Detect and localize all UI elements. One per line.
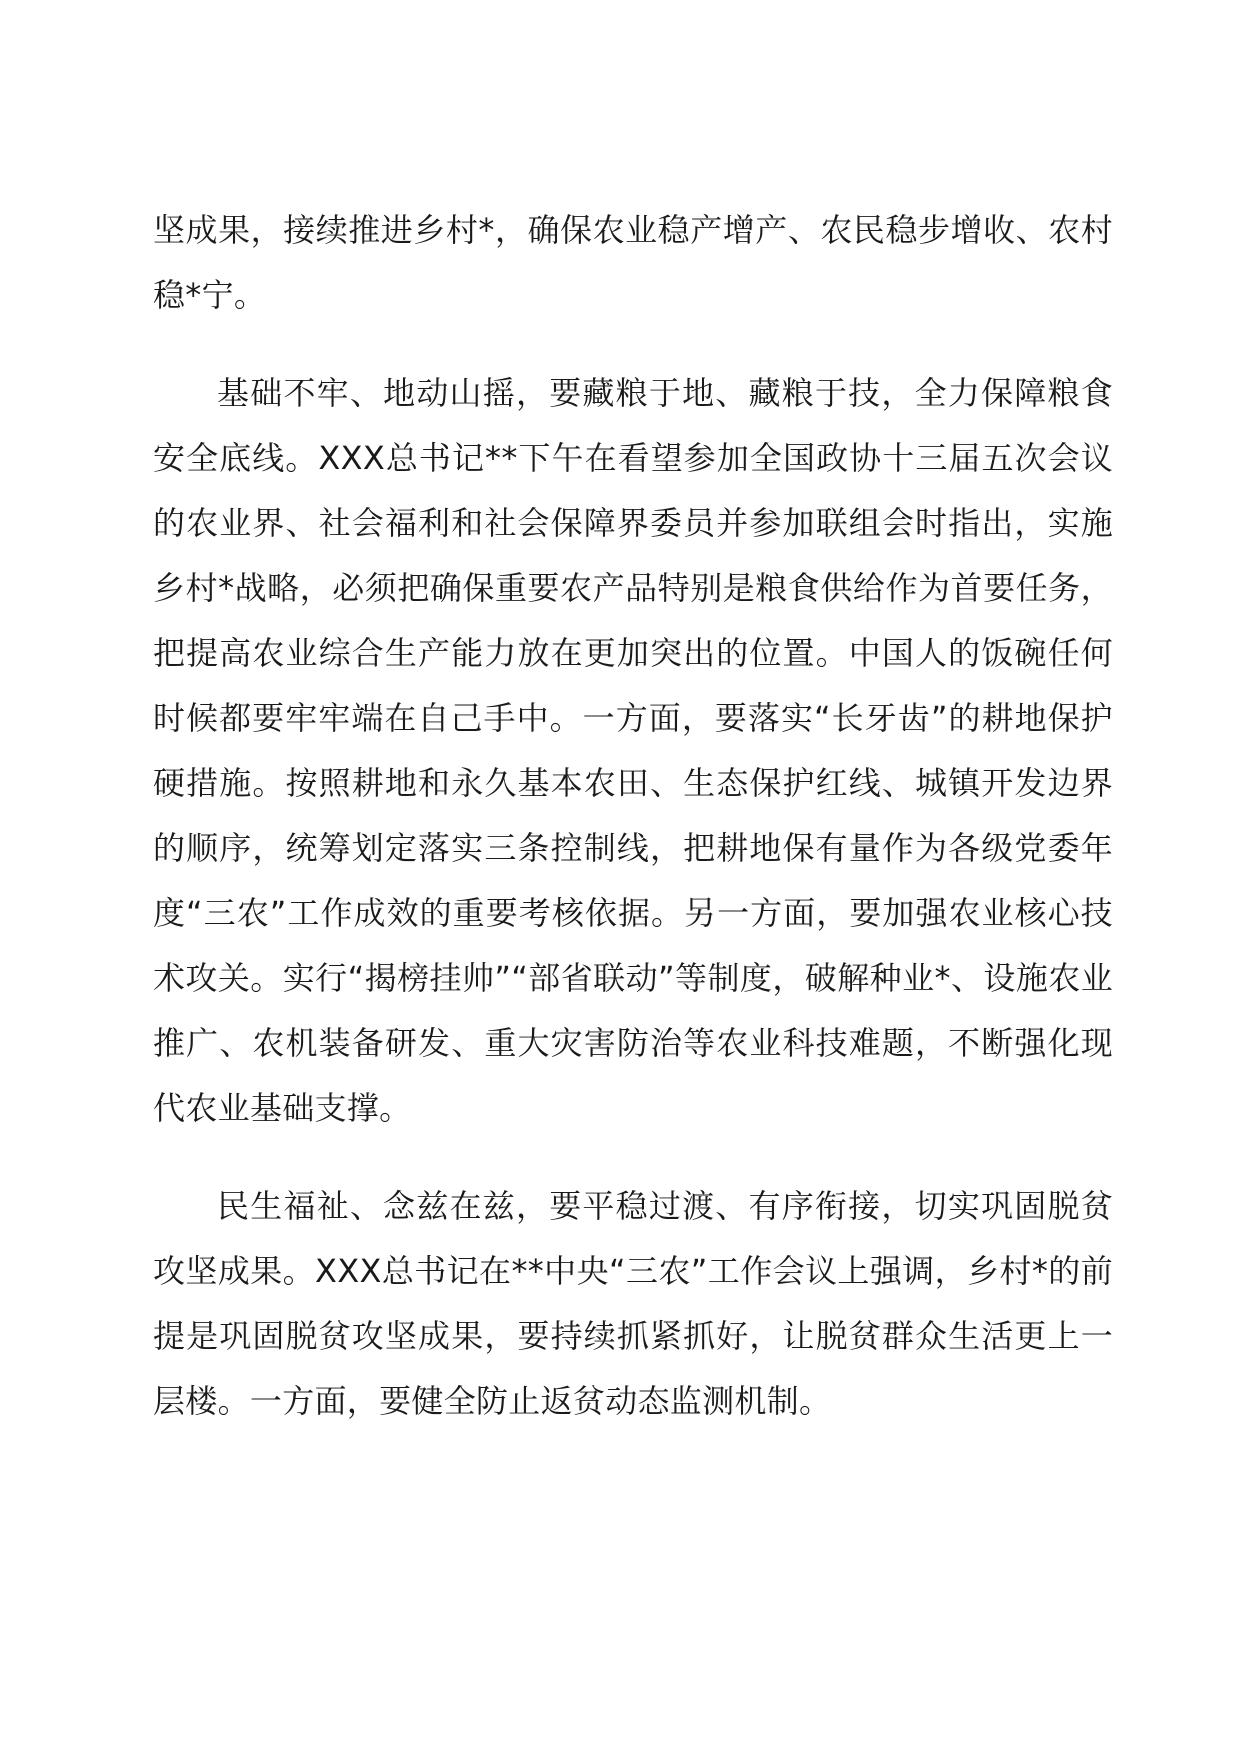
- document-body: [153, 198, 1113, 1434]
- paragraph-poverty-alleviation: 民生福祉、念兹在兹，要平稳过渡、有序衔接，切实巩固脱贫攻坚成果。XXX总书记在**中央“三农”工作会议上强调，乡村*的前提是巩固脱贫攻坚成果，要持续抓紧抓好，让脱贫群众生活更上一层楼。一方面，要健全防止返贫动态监测机制。: [153, 1187, 1113, 1420]
- paragraph-continuation: 坚成果，接续推进乡村*，确保农业稳产增产、农民稳步增收、农村稳*宁。: [153, 211, 1113, 314]
- paragraph-grain-security: 基础不牢、地动山摇，要藏粮于地、藏粮于技，全力保障粮食安全底线。XXX总书记**下午在看望参加全国政协十三届五次会议的农业界、社会福利和社会保障界委员并参加联组会时指出，实施乡村*战略，必须把确保重要农产品特别是粮食供给作为首要任务，把提高农业综合生产能力放在更加突出的位置。中国人的饭碗任何时候都要牢牢端在自己手中。一方面，要落实“长牙齿”的耕地保护硬措施。按照耕地和永久基本农田、生态保护红线、城镇开发边界的顺序，统筹划定落实三条控制线，把耕地保有量作为各级党委年度“三农”工作成效的重要考核依据。另一方面，要加强农业核心技术攻关。实行“揭榜挂帅”“部省联动”等制度，破解种业*、设施农业推广、农机装备研发、重大灾害防治等农业科技难题，不断强化现代农业基础支撑。: [153, 374, 1113, 1127]
